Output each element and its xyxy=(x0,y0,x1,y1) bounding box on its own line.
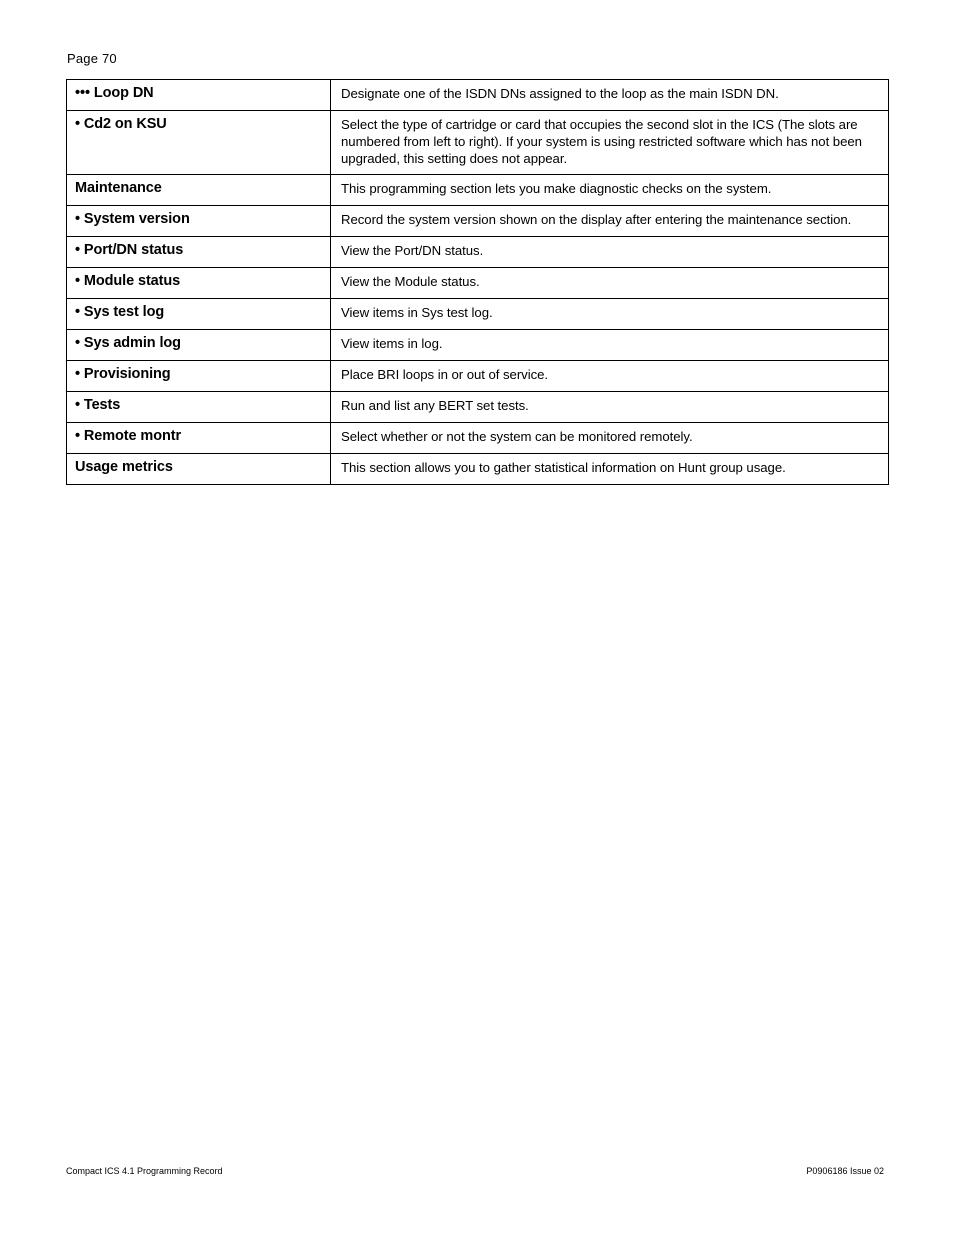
table-row xyxy=(67,237,889,268)
row-label: • System version xyxy=(67,206,331,237)
page-number: 70 xyxy=(101,51,117,66)
row-label: • Sys admin log xyxy=(67,330,331,361)
row-label: • Tests xyxy=(67,392,331,423)
row-label: • Module status xyxy=(67,268,331,299)
row-label: • Provisioning xyxy=(67,361,331,392)
row-description: Run and list any BERT set tests. xyxy=(331,392,889,423)
table-row xyxy=(67,392,889,423)
row-description: Select the type of cartridge or card that occupies the second slot in the ICS (The slots are numbered from left to right). If your system is using restricted software which has not been upgraded, this setting does not appear. xyxy=(331,111,889,175)
row-label: • Port/DN status xyxy=(67,237,331,268)
row-description: Place BRI loops in or out of service. xyxy=(331,361,889,392)
page-header xyxy=(67,51,117,66)
table-row xyxy=(67,361,889,392)
table-row xyxy=(67,299,889,330)
row-label: • Sys test log xyxy=(67,299,331,330)
table-row xyxy=(67,111,889,175)
row-description: This programming section lets you make diagnostic checks on the system. xyxy=(331,175,889,206)
table-row xyxy=(67,330,889,361)
table-row xyxy=(67,454,889,485)
row-description: View items in Sys test log. xyxy=(331,299,889,330)
row-description: Record the system version shown on the display after entering the maintenance section. xyxy=(331,206,889,237)
row-description: View the Port/DN status. xyxy=(331,237,889,268)
row-description: This section allows you to gather statistical information on Hunt group usage. xyxy=(331,454,889,485)
row-label: • Cd2 on KSU xyxy=(67,111,331,175)
footer-document-title: Compact ICS 4.1 Programming Record xyxy=(66,1166,223,1176)
page-label: Page xyxy=(67,51,99,66)
footer-document-number: P0906186 Issue 02 xyxy=(806,1166,884,1176)
row-description: View items in log. xyxy=(331,330,889,361)
table-row xyxy=(67,175,889,206)
table-row xyxy=(67,206,889,237)
table-row xyxy=(67,80,889,111)
programming-record-table xyxy=(66,79,889,485)
row-label: Maintenance xyxy=(67,175,331,206)
row-description: Select whether or not the system can be monitored remotely. xyxy=(331,423,889,454)
table-row xyxy=(67,268,889,299)
row-label: Usage metrics xyxy=(67,454,331,485)
row-label: ••• Loop DN xyxy=(67,80,331,111)
row-description: View the Module status. xyxy=(331,268,889,299)
table-row xyxy=(67,423,889,454)
row-description: Designate one of the ISDN DNs assigned to the loop as the main ISDN DN. xyxy=(331,80,889,111)
row-label: • Remote montr xyxy=(67,423,331,454)
